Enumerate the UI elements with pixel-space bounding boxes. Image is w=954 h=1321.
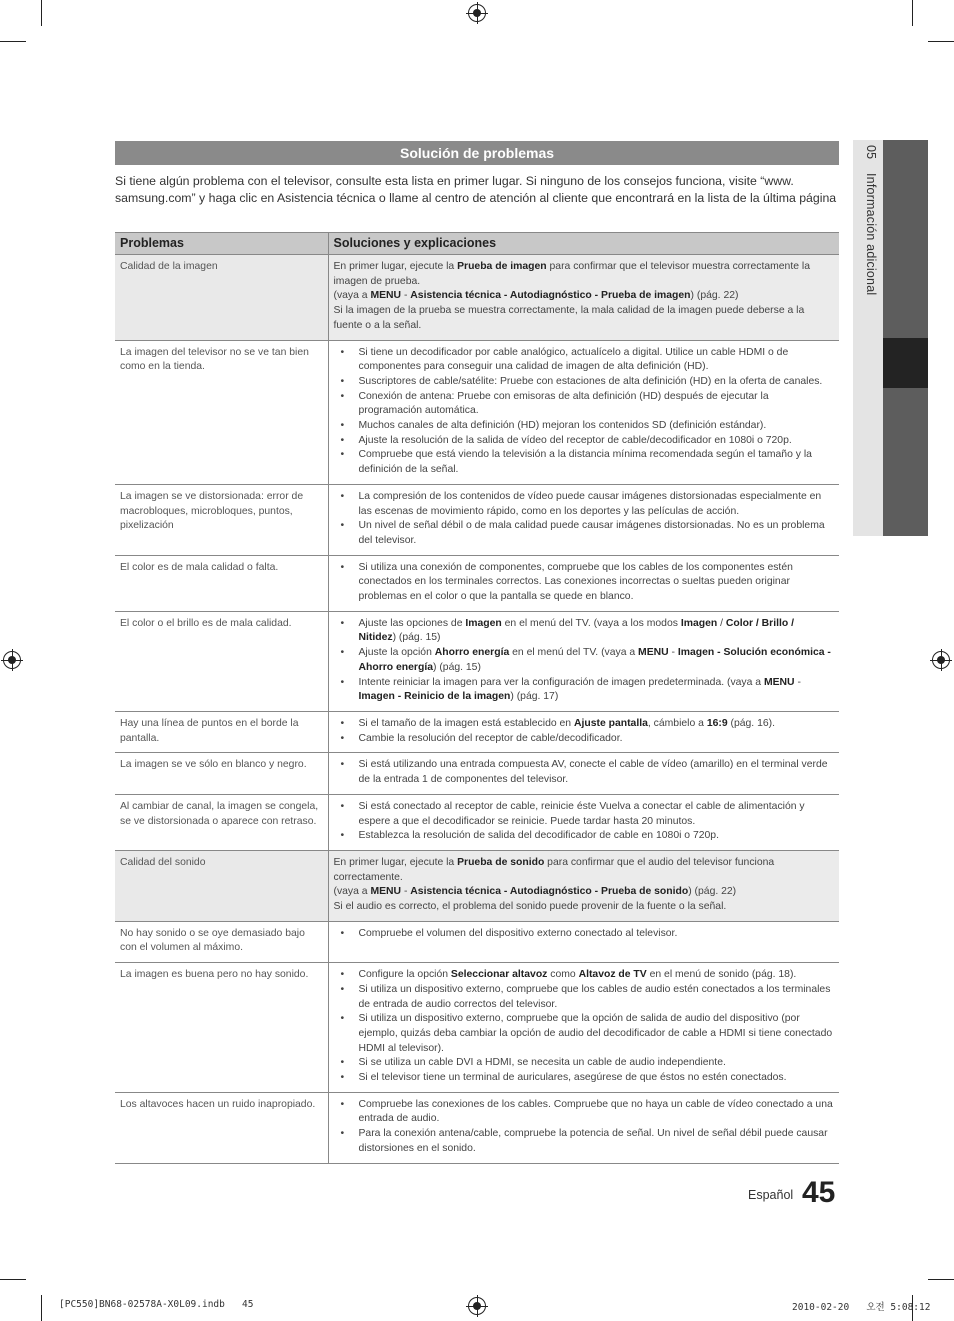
footer-language: Español <box>748 1188 794 1202</box>
solution-bold: Imagen <box>465 617 502 629</box>
solution-item <box>334 968 835 983</box>
solution-bold: MENU <box>370 290 402 302</box>
table-row <box>115 921 839 962</box>
table-row <box>115 484 839 555</box>
solution-text: Ajuste la opción <box>358 647 435 659</box>
solution-cell <box>328 611 839 711</box>
page-number: 45 <box>802 1176 836 1209</box>
solution-cell <box>328 340 839 484</box>
registration-mark-icon <box>932 651 950 669</box>
problem-cell: Calidad del sonido <box>115 850 328 921</box>
solution-item: • Si se utiliza un cable DVI a HDMI, se necesita un cable de audio independiente. <box>334 1056 835 1071</box>
solution-item: • Muchos canales de alta definición (HD) mejoran los contenidos SD (definición estándar). <box>334 419 835 434</box>
solution-cell <box>328 850 839 921</box>
table-row <box>115 963 839 1093</box>
solution-text: - <box>401 886 411 898</box>
problem-cell: La imagen se ve distorsionada: error de macrobloques, microbloques, puntos, pixelización <box>115 484 328 555</box>
problem-cell: La imagen del televisor no se ve tan bien como en la tienda. <box>115 340 328 484</box>
chapter-title: Información adicional <box>864 173 878 296</box>
solution-item: • Conexión de antena: Pruebe con emisoras de alta definición (HD) después de ejecutar la programación automática. <box>334 390 835 419</box>
solution-cell <box>328 711 839 752</box>
print-slug-timestamp: 2010-02-20 오전 5:08:12 <box>792 1302 931 1313</box>
solution-bold: Seleccionar altavoz <box>450 969 548 981</box>
table-row <box>115 794 839 850</box>
solution-text: - <box>794 676 801 688</box>
solution-item: • Si está conectado al receptor de cable, reinicie éste Vuelva a conectar el cable de alimentación y espere a que el decodificador se reinicie. Puede tardar hasta 20 minutos. <box>334 800 835 829</box>
solution-item: • Si utiliza un dispositivo externo, compruebe que los cables de audio estén conectados a los terminales de entrada de audio correctos del televisor. <box>334 983 835 1012</box>
chapter-label <box>858 145 878 445</box>
crop-mark <box>41 1295 42 1321</box>
crop-mark <box>912 0 913 26</box>
troubleshooting-table <box>115 232 839 1164</box>
intro-paragraph: Si tiene algún problema con el televisor, consulte esta lista en primer lugar. Si ninguno de los consejos funciona, visite “www. samsung.com” y haga clic en Asistencia técnica o llame al centro de atención al cliente que encontrará en la lista de la última página <box>115 174 837 205</box>
solution-text: ) (pág. 15) <box>432 661 481 673</box>
solution-text: - <box>401 290 411 302</box>
solution-bold: Imagen <box>680 617 718 629</box>
solution-text: Ajuste las opciones de <box>358 617 466 629</box>
solution-text: Intente reiniciar la imagen para ver la configuración de imagen predeterminada. (vaya a <box>358 676 764 688</box>
solution-bold: Ajuste pantalla <box>573 717 648 729</box>
table-row <box>115 340 839 484</box>
solution-text: en el menú del TV. (vaya a <box>509 647 639 659</box>
solution-text: (vaya a <box>333 886 371 898</box>
solution-item: • Cambie la resolución del receptor de cable/decodificador. <box>334 732 835 747</box>
problem-cell: No hay sonido o se oye demasiado bajo con el volumen al máximo. <box>115 921 328 962</box>
crop-mark <box>928 41 954 42</box>
solution-cell <box>328 555 839 611</box>
solution-bold: Ahorro energía <box>434 647 510 659</box>
solution-bold: MENU <box>638 647 669 659</box>
table-row <box>115 255 839 341</box>
solution-item: • La compresión de los contenidos de vídeo puede causar imágenes distorsionadas especialmente en las escenas de movimiento rápido, como en los deportes y las películas de acción. <box>334 490 835 519</box>
crop-mark <box>41 0 42 26</box>
solution-bold: MENU <box>370 886 402 898</box>
solution-bold: Imagen - Solución económica - Ahorro energía <box>358 647 831 673</box>
solution-bold: MENU <box>763 676 795 688</box>
solution-item: • Si está utilizando una entrada compuesta AV, conecte el cable de vídeo (amarillo) en el terminal verde de la entrada 1 de componentes del televisor. <box>334 758 835 787</box>
solution-item <box>334 717 835 732</box>
solution-item: • Compruebe que está viendo la televisión a la distancia mínima recomendada según el tamaño y la definición de la señal. <box>334 448 835 477</box>
solution-bold: Asistencia técnica - Autodiagnóstico - Prueba de sonido <box>410 886 689 898</box>
solution-item: • Suscriptores de cable/satélite: Pruebe con estaciones de alta definición (HD) en la oferta de canales. <box>334 375 835 390</box>
solution-bold: 16:9 <box>706 717 728 729</box>
solution-cell <box>328 255 839 341</box>
solution-text: en el menú del TV. (vaya a los modos <box>501 617 681 629</box>
solution-text: Si la imagen de la prueba se muestra correctamente, la mala calidad de la imagen puede deberse a la fuente o a la señal. <box>333 305 805 331</box>
problem-cell: El color es de mala calidad o falta. <box>115 555 328 611</box>
solution-cell <box>328 1092 839 1163</box>
problem-cell: Los altavoces hacen un ruido inapropiado. <box>115 1092 328 1163</box>
solution-text: Configure la opción <box>358 969 451 981</box>
problem-cell: El color o el brillo es de mala calidad. <box>115 611 328 711</box>
solution-cell <box>328 753 839 794</box>
column-header-problems: Problemas <box>115 233 328 255</box>
problem-cell: Calidad de la imagen <box>115 255 328 341</box>
solution-text: ) (pág. 17) <box>510 691 559 703</box>
print-slug-file: [PC550]BN68-02578A-X0L09.indb 45 <box>59 1299 254 1310</box>
solution-cell <box>328 794 839 850</box>
table-header-row <box>115 233 839 255</box>
solution-text: Si el audio es correcto, el problema del sonido puede provenir de la fuente o la señal. <box>333 901 727 913</box>
solution-item <box>334 646 835 675</box>
table-row <box>115 753 839 794</box>
solution-item: • Para la conexión antena/cable, compruebe la potencia de señal. Un nivel de señal débil puede causar distorsiones en el sonido. <box>334 1127 835 1156</box>
solution-cell <box>328 921 839 962</box>
registration-mark-icon <box>3 651 21 669</box>
solution-text: , cámbielo a <box>647 717 707 729</box>
solution-text: En primer lugar, ejecute la <box>333 856 458 868</box>
solution-text: para confirmar que el televisor muestra correctamente la imagen de prueba. <box>333 261 810 287</box>
solution-text: como <box>547 969 579 981</box>
solution-item: • Un nivel de señal débil o de mala calidad puede causar imágenes distorsionadas. No es un problema del televisor. <box>334 519 835 548</box>
solution-bold: Altavoz de TV <box>578 969 647 981</box>
solution-item: • Ajuste la resolución de la salida de vídeo del receptor de cable/decodificador en 1080i o 720p. <box>334 434 835 449</box>
chapter-tab-marker <box>883 338 928 388</box>
column-header-solutions: Soluciones y explicaciones <box>328 233 839 255</box>
solution-cell <box>328 963 839 1093</box>
solution-text: En primer lugar, ejecute la <box>333 261 458 272</box>
solution-text: ) (pág. 22) <box>690 290 739 302</box>
problem-cell: Al cambiar de canal, la imagen se congela, se ve distorsionada o aparece con retraso. <box>115 794 328 850</box>
table-row <box>115 850 839 921</box>
crop-mark <box>928 1279 954 1280</box>
problem-cell: La imagen es buena pero no hay sonido. <box>115 963 328 1093</box>
solution-text: (vaya a <box>333 290 371 302</box>
solution-bold: Imagen - Reinicio de la imagen <box>358 691 511 703</box>
solution-text: (pág. 16). <box>727 717 775 729</box>
solution-text: ) (pág. 15) <box>392 632 441 644</box>
solution-text: Si el tamaño de la imagen está establecido en <box>358 717 574 729</box>
solution-text: ) (pág. 22) <box>688 886 737 898</box>
solution-item <box>334 617 835 646</box>
solution-item: • Si utiliza una conexión de componentes, compruebe que los cables de los componentes estén conectados en los terminales correctos. Las conexiones incorrectas o sueltas pueden originar problemas en el color o que la pantalla se quede en blanco. <box>334 561 835 605</box>
crop-mark <box>0 41 26 42</box>
solution-text: / <box>717 617 726 629</box>
solution-bold: Asistencia técnica - Autodiagnóstico - Prueba de imagen <box>410 290 691 302</box>
registration-mark-icon <box>468 4 486 22</box>
solution-text: - <box>668 647 678 659</box>
solution-bold: Prueba de sonido <box>457 856 545 868</box>
table-row <box>115 611 839 711</box>
solution-text: en el menú de sonido (pág. 18). <box>646 969 797 981</box>
table-row <box>115 711 839 752</box>
solution-item: • Si el televisor tiene un terminal de auriculares, asegúrese de que éstos no estén conectados. <box>334 1071 835 1086</box>
problem-cell: La imagen se ve sólo en blanco y negro. <box>115 753 328 794</box>
solution-item: • Compruebe las conexiones de los cables. Compruebe que no haya un cable de vídeo conectado a una entrada de audio. <box>334 1098 835 1127</box>
solution-item: • Si utiliza un dispositivo externo, compruebe que la opción de salida de audio del dispositivo (por ejemplo, quizás deba cambiar la opción de audio del decodificador de cable a HDMI si tiene conectado HDMI al televisor). <box>334 1012 835 1056</box>
solution-item: • Si tiene un decodificador por cable analógico, actualícelo a digital. Utilice un cable HDMI o de componentes para conseguir una calidad de imagen de alta definición (HD). <box>334 346 835 375</box>
section-title: Solución de problemas <box>115 141 839 165</box>
solution-text: para confirmar que el audio del televisor funciona correctamente. <box>333 856 775 883</box>
chapter-number: 05 <box>864 145 878 160</box>
solution-cell <box>328 484 839 555</box>
problem-cell: Hay una línea de puntos en el borde la pantalla. <box>115 711 328 752</box>
solution-bold: Color / Brillo / Nitidez <box>358 617 794 644</box>
registration-mark-icon <box>468 1297 486 1315</box>
table-row <box>115 555 839 611</box>
crop-mark <box>0 1279 26 1280</box>
solution-bold: Prueba de imagen <box>457 261 547 272</box>
table-row <box>115 1092 839 1163</box>
solution-item: • Establezca la resolución de salida del decodificador de cable en 1080i o 720p. <box>334 829 835 844</box>
solution-item <box>334 676 835 705</box>
solution-item: • Compruebe el volumen del dispositivo externo conectado al televisor. <box>334 927 835 942</box>
